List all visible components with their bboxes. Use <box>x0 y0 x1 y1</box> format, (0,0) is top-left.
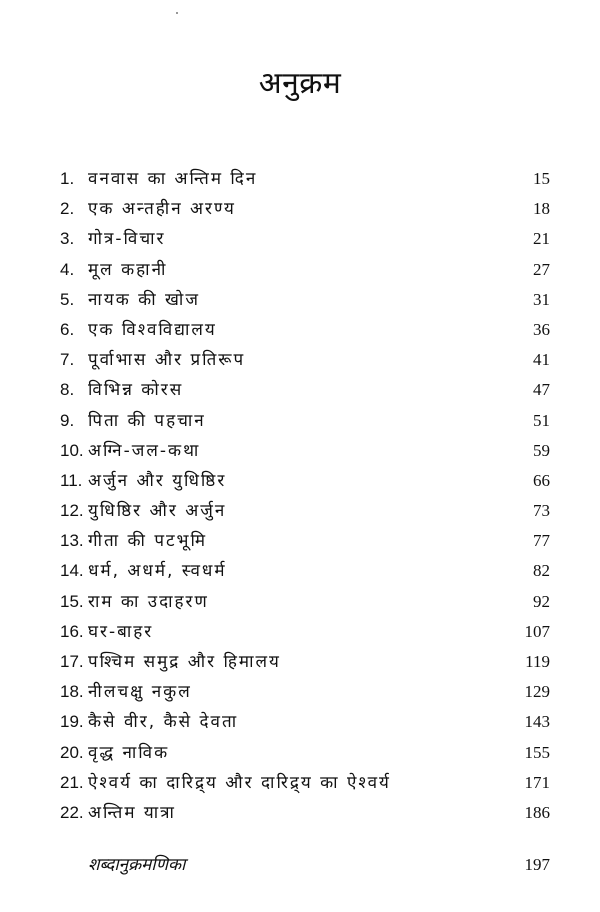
entry-page: 77 <box>533 531 550 551</box>
toc-entry <box>60 436 550 466</box>
entry-page: 155 <box>524 742 550 762</box>
entry-page: 129 <box>524 682 550 702</box>
entry-page: 107 <box>524 621 550 641</box>
toc-entry <box>60 798 550 828</box>
print-speck <box>176 12 178 14</box>
toc-entry <box>60 164 550 194</box>
entry-title: घर-बाहर <box>88 621 154 642</box>
entry-title: अर्जुन और युधिष्ठिर <box>88 470 227 491</box>
toc-entry <box>60 707 550 737</box>
entry-number: 4. <box>60 259 75 279</box>
toc-entry <box>60 315 550 345</box>
entry-number: 10. <box>60 440 84 460</box>
entry-number: 22. <box>60 802 84 822</box>
contents-list <box>60 164 550 828</box>
entry-page: 143 <box>524 712 550 732</box>
entry-number: 15. <box>60 591 84 611</box>
entry-number: 13. <box>60 531 84 551</box>
toc-entry <box>60 617 550 647</box>
entry-title: कैसे वीर, कैसे देवता <box>88 712 239 733</box>
entry-title: गोत्र-विचार <box>88 229 166 250</box>
toc-entry <box>60 406 550 436</box>
entry-page: 186 <box>524 802 550 822</box>
entry-number: 2. <box>60 199 75 219</box>
entry-title: वृद्ध नाविक <box>88 742 170 763</box>
toc-entry <box>60 526 550 556</box>
toc-entry <box>60 255 550 285</box>
entry-number: 8. <box>60 380 75 400</box>
entry-number: 9. <box>60 410 75 430</box>
entry-page: 92 <box>533 591 550 611</box>
entry-title: पश्चिम समुद्र और हिमालय <box>88 652 281 672</box>
toc-entry <box>60 496 550 526</box>
entry-page: 51 <box>533 410 550 430</box>
entry-page: 171 <box>524 772 550 792</box>
entry-number: 16. <box>60 621 84 641</box>
entry-title: गीता की पटभूमि <box>88 531 208 552</box>
entry-title: धर्म, अधर्म, स्वधर्म <box>88 561 227 582</box>
entry-title: अग्नि-जल-कथा <box>88 440 201 461</box>
entry-page: 59 <box>533 440 550 460</box>
entry-title: एक विश्वविद्यालय <box>88 319 217 340</box>
entry-number: 19. <box>60 712 84 732</box>
toc-entry <box>60 587 550 617</box>
toc-entry <box>60 375 550 405</box>
entry-page: 18 <box>533 199 550 219</box>
entry-number: 21. <box>60 772 84 792</box>
entry-title: पूर्वाभास और प्रतिरूप <box>88 350 246 371</box>
entry-title: पिता की पहचान <box>88 410 206 431</box>
entry-title: मूल कहानी <box>88 259 168 280</box>
toc-entry <box>60 768 550 798</box>
index-title: शब्दानुक्रमणिका <box>88 855 186 875</box>
entry-title: विभिन्न कोरस <box>88 380 184 401</box>
entry-number: 14. <box>60 561 84 581</box>
toc-entry <box>60 677 550 707</box>
toc-entry <box>60 285 550 315</box>
entry-page: 66 <box>533 470 550 490</box>
entry-number: 3. <box>60 229 75 249</box>
entry-number: 5. <box>60 289 75 309</box>
entry-title: नायक की खोज <box>88 289 200 310</box>
page-title: अनुक्रम <box>258 66 342 101</box>
toc-entry <box>60 466 550 496</box>
entry-title: नीलचक्षु नकुल <box>88 682 192 703</box>
toc-entry <box>60 345 550 375</box>
entry-number: 12. <box>60 501 84 521</box>
entry-page: 41 <box>533 350 550 370</box>
entry-number: 17. <box>60 652 84 671</box>
entry-page: 31 <box>533 289 550 309</box>
entry-page: 21 <box>533 229 550 249</box>
entry-page: 47 <box>533 380 550 400</box>
entry-number: 1. <box>60 169 75 188</box>
toc-entry <box>60 556 550 586</box>
entry-title: अन्तिम यात्रा <box>88 802 176 823</box>
index-entry <box>88 850 550 880</box>
toc-entry <box>60 194 550 224</box>
entry-title: राम का उदाहरण <box>88 591 209 612</box>
entry-page: 15 <box>533 169 550 188</box>
entry-title: एक अन्तहीन अरण्य <box>88 199 236 220</box>
index-page: 197 <box>524 855 550 874</box>
entry-page: 119 <box>525 652 550 671</box>
entry-page: 82 <box>533 561 550 581</box>
entry-title: ऐश्वर्य का दारिद्र्य और दारिद्र्य का ऐश्वर्य <box>88 772 391 793</box>
entry-number: 11. <box>60 470 83 490</box>
entry-title: वनवास का अन्तिम दिन <box>88 169 258 189</box>
entry-number: 20. <box>60 742 84 762</box>
entry-number: 6. <box>60 319 75 339</box>
entry-page: 73 <box>533 501 550 521</box>
entry-page: 27 <box>533 259 550 279</box>
entry-number: 7. <box>60 350 75 370</box>
toc-entry <box>60 647 550 677</box>
entry-page: 36 <box>533 319 550 339</box>
entry-title: युधिष्ठिर और अर्जुन <box>88 501 227 522</box>
toc-entry <box>60 738 550 768</box>
toc-entry <box>60 224 550 254</box>
entry-number: 18. <box>60 682 84 702</box>
